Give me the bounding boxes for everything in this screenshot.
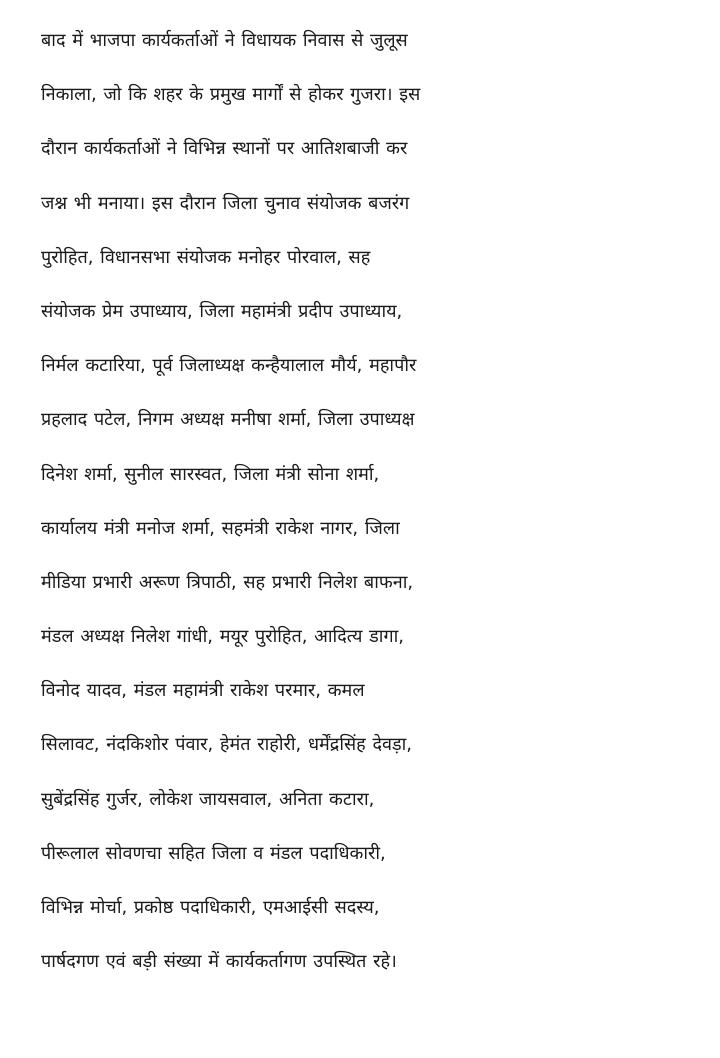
article-body (41, 14, 720, 989)
text-line: सुबेंद्रसिंह गुर्जर, लोकेश जायसवाल, अनिता कटारा, (41, 788, 375, 810)
text-line: प्रहलाद पटेल, निगम अध्यक्ष मनीषा शर्मा, जिला उपाध्यक्ष (41, 409, 415, 431)
text-line: पुरोहित, विधानसभा संयोजक मनोहर पोरवाल, सह (41, 246, 371, 268)
text-line: विनोद यादव, मंडल महामंत्री राकेश परमार, कमल (41, 680, 365, 702)
text-line: दौरान कार्यकर्ताओं ने विभिन्न स्थानों पर आतिशबाजी कर (41, 138, 408, 160)
text-line: निकाला, जो कि शहर के प्रमुख मार्गों से होकर गुजरा। इस (41, 84, 421, 106)
text-line: बाद में भाजपा कार्यकर्ताओं ने विधायक निवास से जुलूस (41, 30, 408, 51)
text-line: दिनेश शर्मा, सुनील सारस्वत, जिला मंत्री सोना शर्मा, (41, 463, 380, 485)
text-line: पार्षदगण एवं बड़ी संख्या में कार्यकर्तागण उपस्थित रहे। (41, 951, 397, 973)
text-line: जश्न भी मनाया। इस दौरान जिला चुनाव संयोजक बजरंग (41, 192, 410, 214)
text-line: मीडिया प्रभारी अरूण त्रिपाठी, सह प्रभारी निलेश बाफना, (41, 571, 414, 593)
text-line: मंडल अध्यक्ष निलेश गांधी, मयूर पुरोहित, आदित्य डागा, (41, 626, 404, 648)
text-line: विभिन्न मोर्चा, प्रकोष्ठ पदाधिकारी, एमआईसी सदस्य, (41, 897, 380, 918)
text-line: सिलावट, नंदकिशोर पंवार, हेमंत राहोरी, धर्मेंद्रसिंह देवड़ा, (41, 734, 413, 756)
text-line: पीरूलाल सोवणचा सहित जिला व मंडल पदाधिकारी, (41, 842, 386, 864)
text-line: कार्यालय मंत्री मनोज शर्मा, सहमंत्री राकेश नागर, जिला (41, 517, 400, 539)
text-line: संयोजक प्रेम उपाध्याय, जिला महामंत्री प्रदीप उपाध्याय, (41, 300, 403, 322)
text-line: निर्मल कटारिया, पूर्व जिलाध्यक्ष कन्हैयालाल मौर्य, महापौर (41, 355, 417, 377)
